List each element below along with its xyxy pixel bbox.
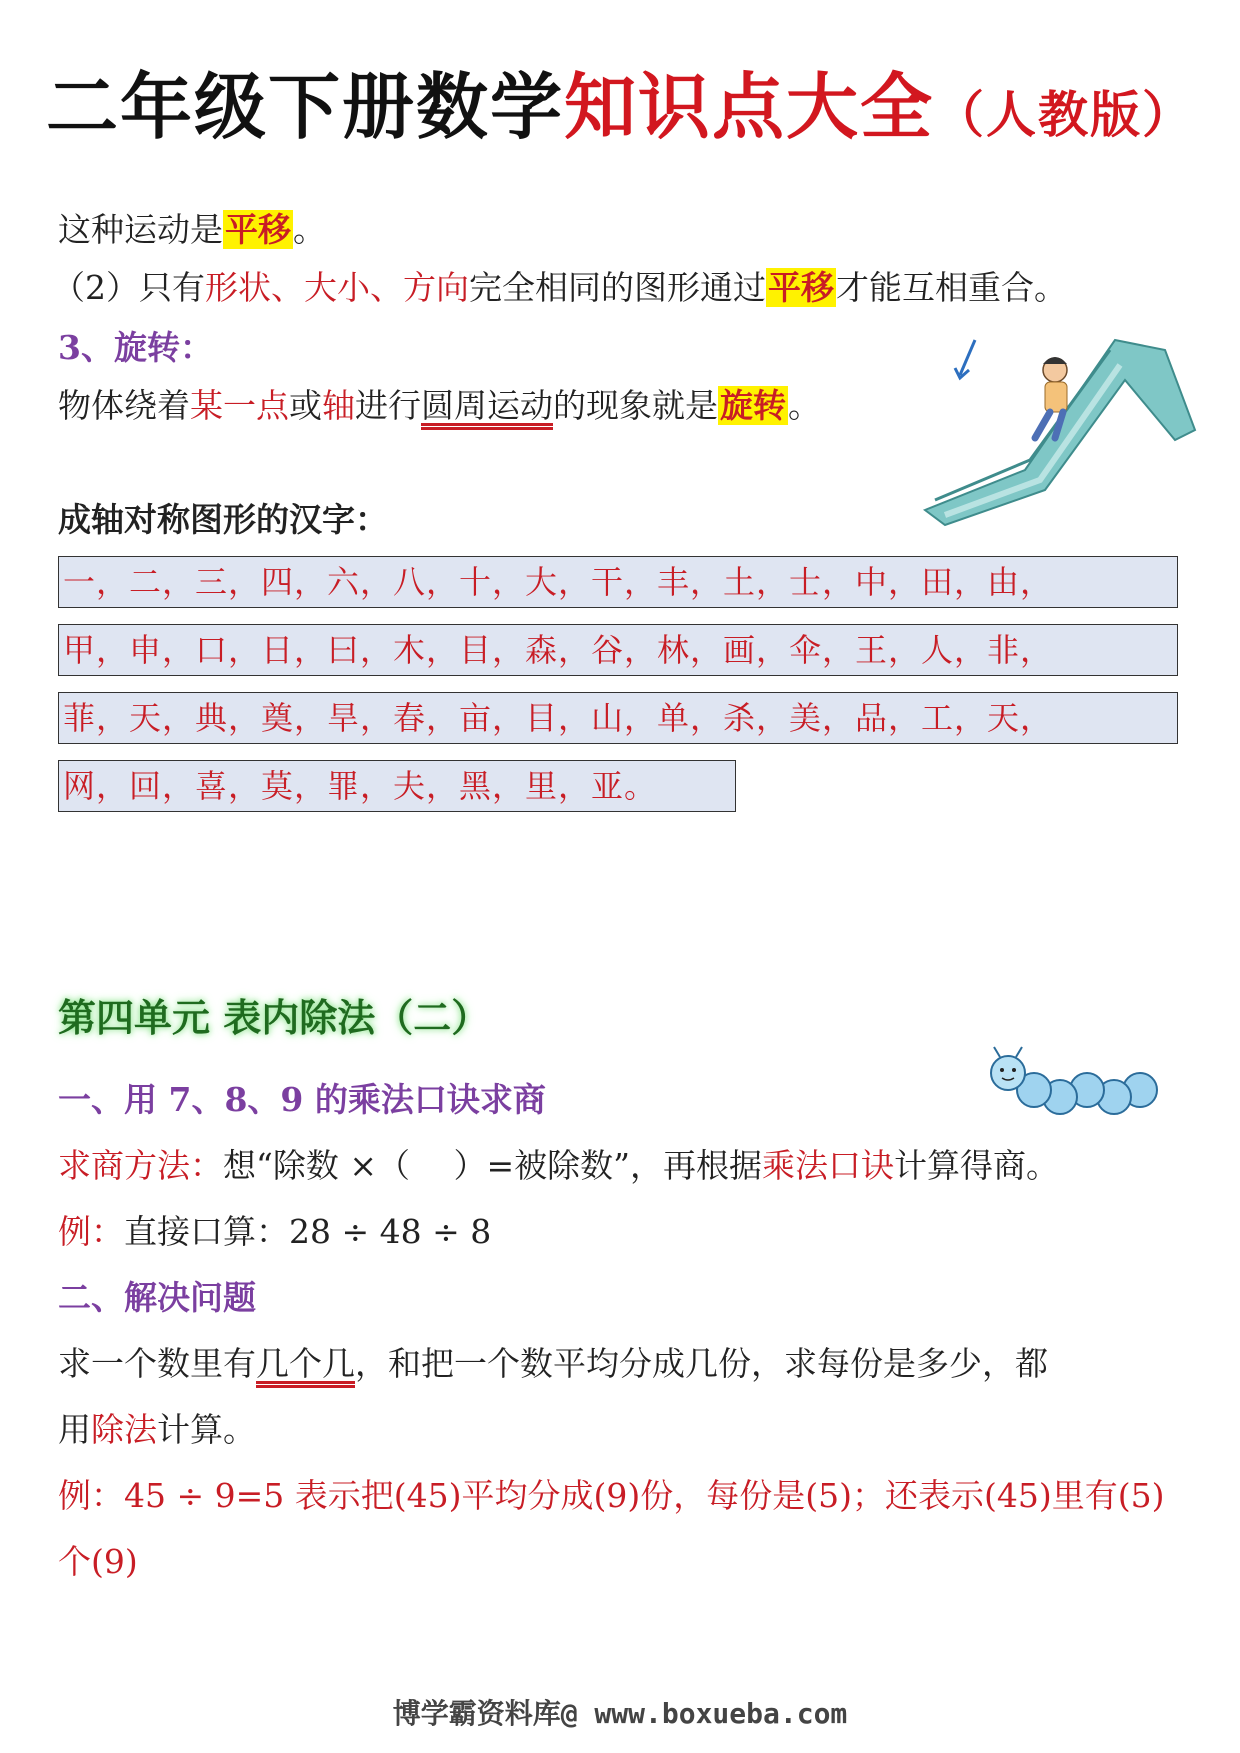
- highlight-term: 平移: [768, 268, 834, 307]
- method-line: [58, 1144, 1059, 1188]
- text: 用: [58, 1410, 91, 1449]
- red-term: 形状、大小、方向: [205, 268, 469, 307]
- underlined-term: 圆周运动: [421, 386, 553, 425]
- title-black: 二年级下册数学: [45, 65, 564, 149]
- red-term: 某一点: [190, 386, 289, 425]
- translation-line-2: [52, 266, 1067, 310]
- text: 物体绕着: [58, 386, 190, 425]
- text: ，和把一个数平均分成几份，求每份是多少，都: [355, 1344, 1048, 1383]
- translation-line-1: [58, 208, 326, 252]
- page-title: [0, 62, 1240, 160]
- highlight-term: 平移: [225, 210, 291, 249]
- red-term: 除法: [91, 1410, 157, 1449]
- text: 想“除数 ×（ ）=被除数”，再根据: [223, 1146, 763, 1185]
- rotation-heading: 3、旋转：: [58, 328, 213, 367]
- rotation-definition: [58, 384, 821, 428]
- text: 计算得商。: [894, 1146, 1060, 1185]
- title-edition: （人教版）: [934, 86, 1195, 144]
- text: 完全相同的图形通过: [469, 268, 766, 307]
- text: 。: [788, 386, 821, 425]
- example2-line-1: 例：45 ÷ 9=5 表示把(45)平均分成(9)份，每份是(5)；还表示(45)里有(5): [58, 1476, 1165, 1515]
- red-term: 轴: [322, 386, 355, 425]
- text: 。: [293, 210, 326, 249]
- char-row-4: 网，回，喜，莫，罪，夫，黑，里，亚。: [58, 760, 736, 812]
- solve-line-2: [58, 1408, 256, 1452]
- title-red: 知识点大全: [564, 65, 935, 149]
- text: 求一个数里有: [58, 1344, 256, 1383]
- example2-line-2: 个(9): [58, 1542, 138, 1581]
- highlight-term: 旋转: [720, 386, 786, 425]
- text: 计算。: [157, 1410, 256, 1449]
- example1-line: [58, 1210, 491, 1254]
- text: 直接口算：28 ÷ 48 ÷ 8: [124, 1212, 492, 1251]
- red-term: 乘法口诀: [762, 1146, 895, 1185]
- solve-line-1: [58, 1342, 1048, 1386]
- text: 进行: [355, 386, 421, 425]
- underlined-term: 几个几: [256, 1344, 355, 1383]
- text: （2）只有: [52, 268, 205, 307]
- char-row-1: 一，二，三，四，六，八，十，大，干，丰，土，士，中，田，由，: [58, 556, 1178, 608]
- section1-heading: 一、用 7、8、9 的乘法口诀求商: [58, 1080, 546, 1119]
- text: 的现象就是: [553, 386, 718, 425]
- text: 这种运动是: [58, 210, 223, 249]
- method-label: 求商方法：: [58, 1146, 223, 1185]
- section2-heading: 二、解决问题: [58, 1278, 256, 1317]
- caterpillar-illustration: [990, 1045, 1170, 1125]
- char-row-3: 菲，天，典，奠，旱，春，亩，目，山，单，杀，美，品，工，天，: [58, 692, 1178, 744]
- footer-watermark: 博学霸资料库@ www.boxueba.com: [392, 1697, 848, 1730]
- text: 或: [289, 386, 322, 425]
- char-row-2: 甲，申，口，日，曰，木，目，森，谷，林，画，伞，王，人，非，: [58, 624, 1178, 676]
- unit4-heading: 第四单元 表内除法（二）: [58, 995, 490, 1040]
- text: 才能互相重合。: [836, 268, 1067, 307]
- symmetric-heading: 成轴对称图形的汉字：: [58, 500, 388, 539]
- example-label: 例：: [58, 1212, 124, 1251]
- slide-illustration: [905, 320, 1205, 530]
